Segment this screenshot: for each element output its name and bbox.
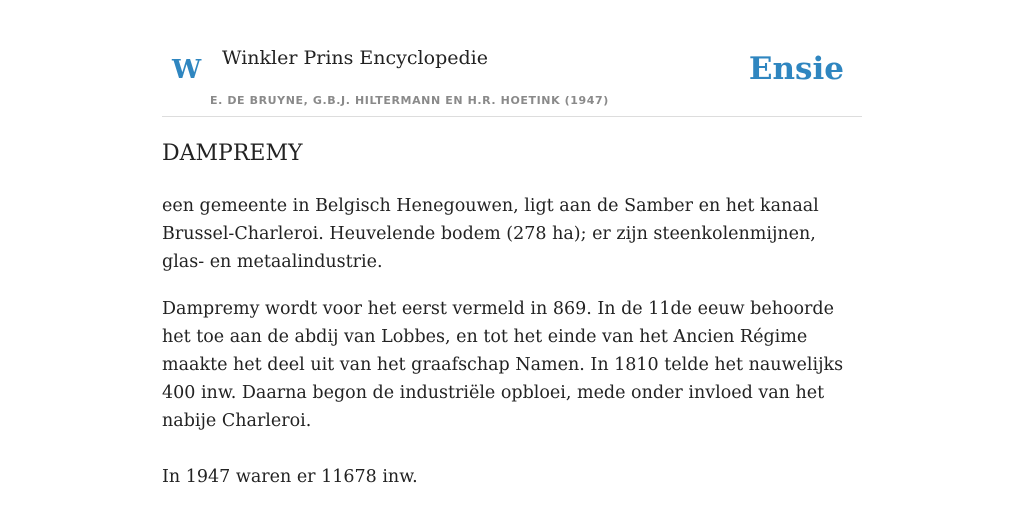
- encyclopedia-title-link[interactable]: Winkler Prins Encyclopedie: [222, 47, 488, 69]
- entry-title: DAMPREMY: [162, 141, 303, 166]
- article-paragraph: Dampremy wordt voor het eerst vermeld in 869. In de 11de eeuw behoorde het toe aan de abdij van Lobbes, en tot het einde van het Ancien Régime maakte het deel uit van het graafschap Namen. In 1810 telde het nauwelijks 400 inw. Daarna begon de industriële opbloei, mede onder invloed van het nabije Charleroi.: [162, 299, 844, 431]
- ensie-logo-link[interactable]: Ensie: [748, 51, 844, 87]
- encyclopedia-authors: E. DE BRUYNE, G.B.J. HILTERMANN EN H.R. HOETINK (1947): [210, 94, 609, 107]
- encyclopedia-header: [162, 0, 862, 117]
- encyclopedia-logo[interactable]: W: [172, 55, 202, 85]
- article-content: [162, 138, 862, 491]
- article-paragraph: In 1947 waren er 11678 inw.: [162, 467, 418, 487]
- article-paragraph: een gemeente in Belgisch Henegouwen, ligt aan de Samber en het kanaal Brussel-Charleroi. Heuvelende bodem (278 ha); er zijn steenkolenmijnen, glas- en metaalindustrie.: [162, 196, 819, 272]
